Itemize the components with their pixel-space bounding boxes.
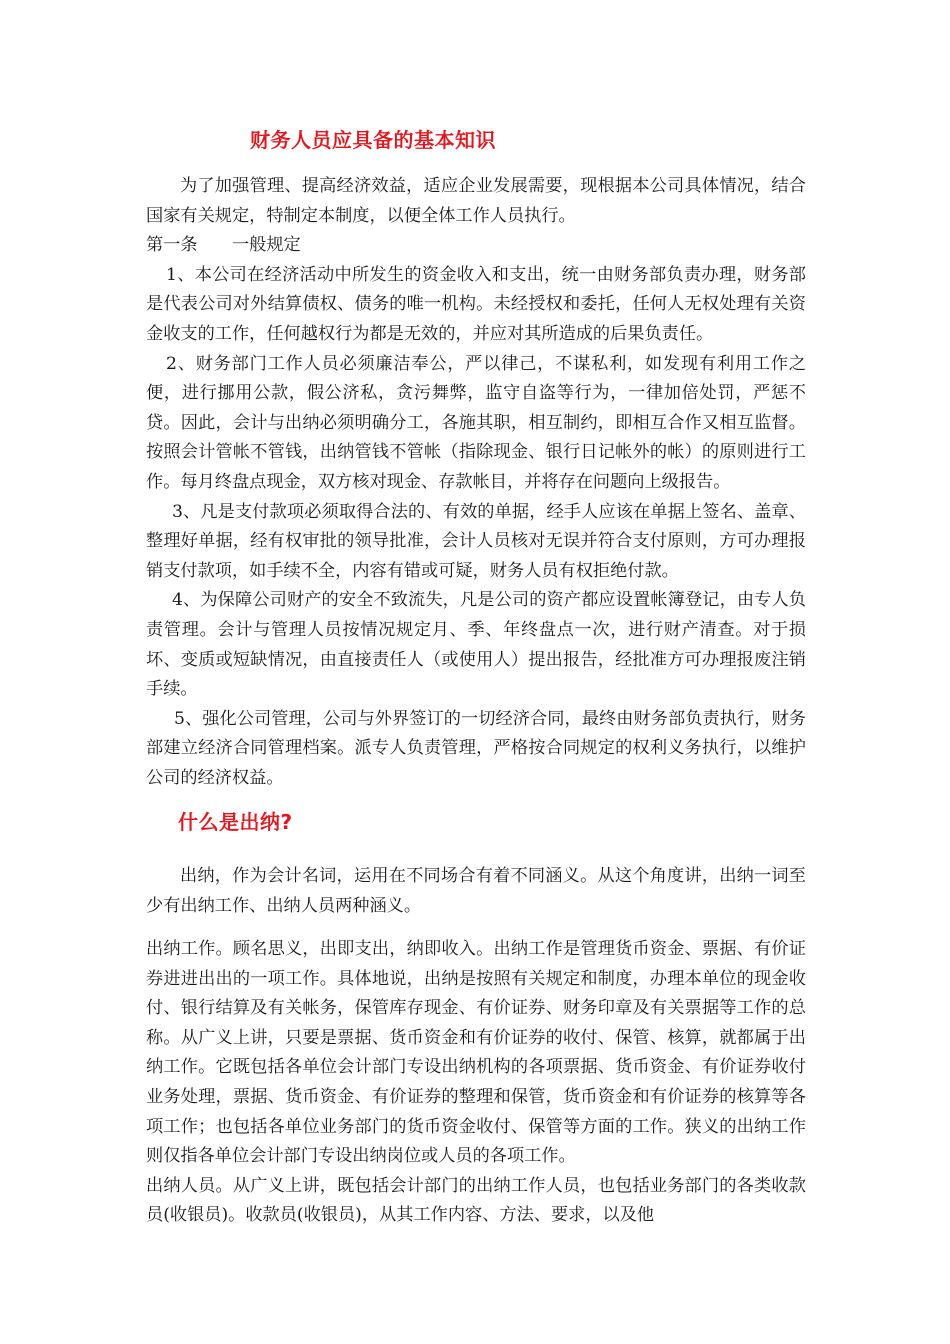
document-title: 财务人员应具备的基本知识 (250, 128, 496, 152)
regulation-body (146, 172, 806, 793)
cashier-work-paragraph: 出纳工作。顾名思义，出即支出，纳即收入。出纳工作是管理货币资金、票据、有价证券进进出出的一项工作。具体地说，出纳是按照有关规定和制度，办理本单位的现金收付、银行结算及有关帐务，保管库存现金、有价证券、财务印章及有关票据等工作的总称。从广义上讲，只要是票据、货币资金和有价证券的收付、保管、核算，就都属于出纳工作。它既包括各单位会计部门专设出纳机构的各项票据、货币资金、有价证券收付业务处理，票据、货币资金、有价证券的整理和保管，货币资金和有价证券的核算等各项工作；也包括各单位业务部门的货币资金收付、保管等方面的工作。狭义的出纳工作则仅指各单位会计部门专设出纳岗位或人员的各项工作。 (146, 939, 806, 1167)
intro-paragraph: 为了加强管理、提高经济效益，适应企业发展需要，现根据本公司具体情况，结合国家有关规定，特制定本制度，以便全体工作人员执行。 (146, 176, 806, 226)
section-body-block (146, 935, 806, 1231)
regulation-item-5: 5、强化公司管理，公司与外界签订的一切经济合同，最终由财务部负责执行，财务部建立经济合同管理档案。派专人负责管理，严格按合同规定的权利义务执行，以维护公司的经济权益。 (146, 708, 806, 788)
section-title: 什么是出纳? (178, 810, 293, 834)
regulation-item-1: 1、本公司在经济活动中所发生的资金收入和支出，统一由财务部负责办理，财务部是代表公司对外结算债权、债务的唯一机构。未经授权和委托，任何人无权处理有关资金收支的工作，任何越权行为都是无效的，并应对其所造成的后果负责任。 (146, 264, 806, 344)
regulation-item-2: 2、财务部门工作人员必须廉洁奉公，严以律己，不谋私利，如发现有利用工作之便，进行挪用公款，假公济私，贪污舞弊，监守自盗等行为，一律加倍处罚，严惩不贷。因此，会计与出纳必须明确分工，各施其职，相互制约，即相互合作又相互监督。按照会计管帐不管钱，出纳管钱不管帐（指除现金、银行日记帐外的帐）的原则进行工作。每月终盘点现金，双方核对现金、存款帐目，并将存在问题向上级报告。 (146, 353, 806, 492)
section-intro-block (146, 862, 806, 921)
regulation-item-3: 3、凡是支付款项必须取得合法的、有效的单据，经手人应该在单据上签名、盖章、整理好单据，经有权审批的领导批准，会计人员核对无误并符合支付原则，方可办理报销支付款项，如手续不全，内容有错或可疑，财务人员有权拒绝付款。 (146, 501, 806, 581)
article-heading: 第一条 一般规定 (146, 235, 301, 256)
cashier-staff-paragraph: 出纳人员。从广义上讲，既包括会计部门的出纳工作人员，也包括业务部门的各类收款员(收银员)。收款员(收银员)，从其工作内容、方法、要求，以及他 (146, 1175, 806, 1226)
section-intro-paragraph: 出纳，作为会计名词，运用在不同场合有着不同涵义。从这个角度讲，出纳一词至少有出纳工作、出纳人员两种涵义。 (146, 866, 806, 916)
regulation-item-4: 4、为保障公司财产的安全不致流失，凡是公司的资产都应设置帐簿登记，由专人负责管理。会计与管理人员按情况规定月、季、年终盘点一次，进行财产清查。对于损坏、变质或短缺情况，由直接责任人（或使用人）提出报告，经批准方可办理报废注销手续。 (146, 590, 806, 700)
